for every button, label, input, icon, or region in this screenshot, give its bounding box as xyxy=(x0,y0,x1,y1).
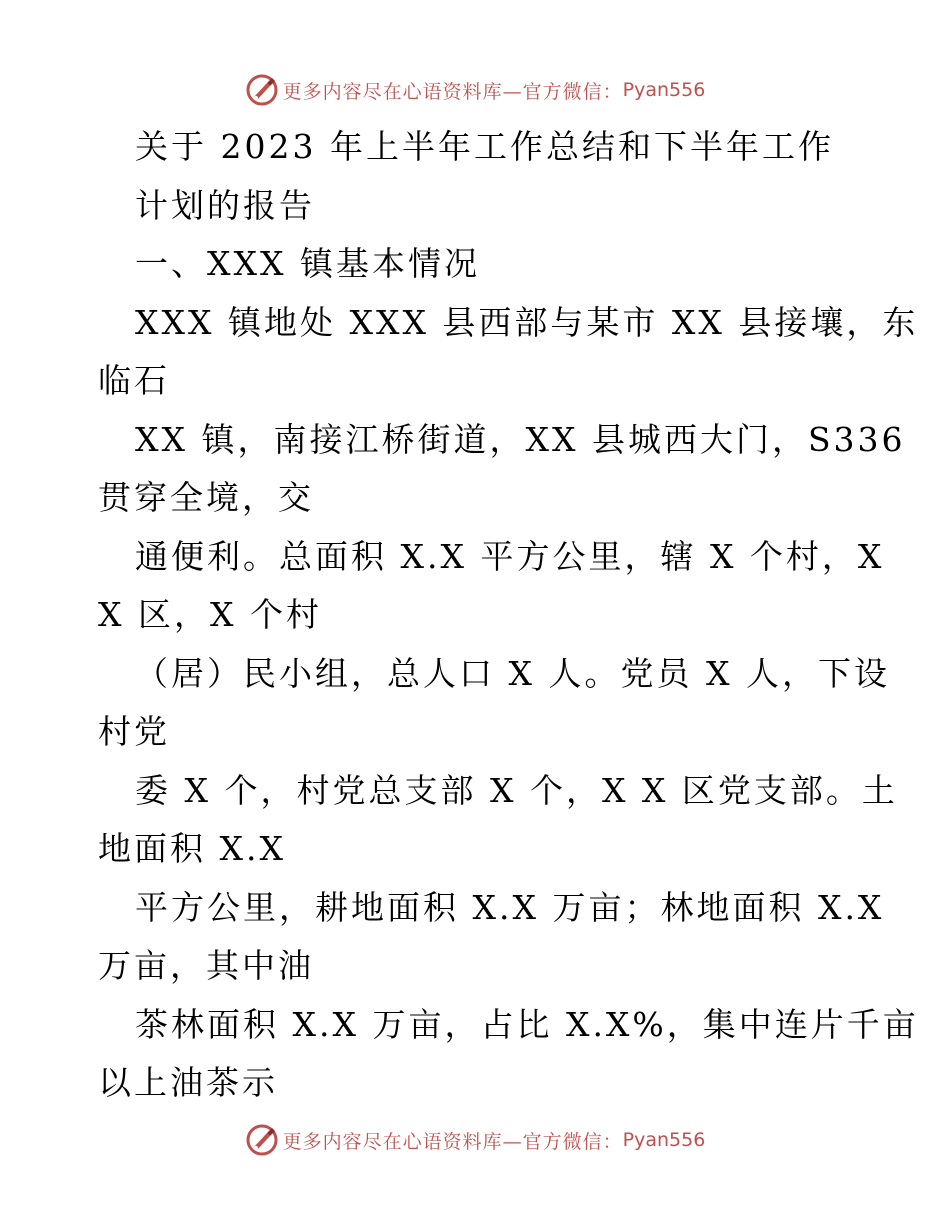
pen-logo-icon xyxy=(245,73,279,107)
text-line: 以上油茶示 xyxy=(98,1063,278,1102)
text-line: 万亩，其中油 xyxy=(98,946,314,985)
text-line: 平方公里，耕地面积 X.X 万亩；林地面积 X.X xyxy=(135,887,885,927)
text-line: 茶林面积 X.X 万亩，占比 X.X%，集中连片千亩 xyxy=(135,1004,919,1044)
text-line: 地面积 X.X xyxy=(98,829,286,868)
header-banner-id: Pyan556 xyxy=(622,79,706,101)
text-line: 计划的报告 xyxy=(135,185,315,225)
text-line: 贯穿全境，交 xyxy=(98,478,314,517)
footer-banner-id: Pyan556 xyxy=(622,1129,706,1151)
text-line: 关于 2023 年上半年工作总结和下半年工作 xyxy=(135,127,834,166)
footer-banner-text: 更多内容尽在心语资料库—官方微信： xyxy=(282,1130,623,1153)
text-line: （居）民小组，总人口 X 人。党员 X 人，下设 xyxy=(135,653,890,693)
document-body xyxy=(98,118,919,1113)
text-line: 临石 xyxy=(98,361,170,400)
text-line: 通便利。总面积 X.X 平方公里，辖 X 个村，X xyxy=(135,536,885,576)
text-line: XXX 镇地处 XXX 县西部与某市 XX 县接壤，东 xyxy=(135,302,919,342)
header-banner xyxy=(0,70,950,110)
text-line: XX 镇，南接江桥街道，XX 县城西大门，S336 xyxy=(135,419,906,459)
pen-logo-icon xyxy=(245,1123,279,1157)
text-line: 村党 xyxy=(98,712,170,751)
footer-banner xyxy=(0,1120,950,1160)
text-line: X 区，X 个村 xyxy=(98,595,322,634)
header-banner-text: 更多内容尽在心语资料库—官方微信： xyxy=(282,80,623,103)
text-line: 委 X 个，村党总支部 X 个，X X 区党支部。土 xyxy=(135,770,898,810)
text-line: 一、XXX 镇基本情况 xyxy=(135,244,480,283)
